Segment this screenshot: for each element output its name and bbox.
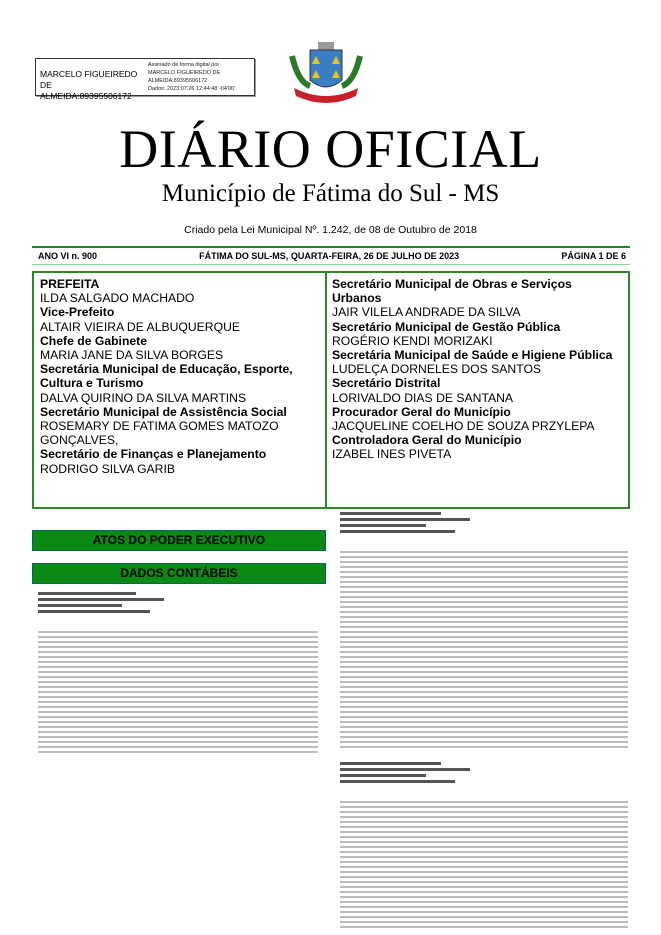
official-role: Chefe de Gabinete (40, 333, 148, 348)
table-row (340, 651, 628, 653)
page-subtitle: Município de Fátima do Sul - MS (161, 180, 500, 207)
official-role: Secretário Municipal de Assistência Social (40, 404, 287, 419)
table-row (340, 671, 628, 673)
table-row (38, 686, 318, 688)
signature-line: ALMEIDA:89395506172 (148, 78, 208, 84)
officials-right (325, 271, 630, 509)
edition-date: FÁTIMA DO SUL-MS, QUARTA-FEIRA, 26 DE JULHO DE 2023 (199, 251, 460, 261)
table-row (38, 746, 318, 748)
table-row (340, 611, 628, 613)
official-role: Secretário Municipal de Obras e Serviços Urbanos (332, 277, 572, 306)
official-name: ILDA SALGADO MACHADO (40, 291, 195, 306)
official-name: ALTAIR VIEIRA DE ALBUQUERQUE (40, 319, 241, 334)
table-row (340, 831, 628, 833)
table-row (340, 641, 628, 643)
table-row (340, 841, 628, 843)
table-row (340, 881, 628, 883)
official-role: Secretário Municipal de Gestão Pública (332, 319, 561, 334)
table-row (340, 871, 628, 873)
table-header (340, 762, 628, 783)
table-row (340, 886, 628, 888)
official-name: JACQUELINE COELHO DE SOUZA PRZYLEPA (332, 419, 595, 434)
table-row (340, 926, 628, 928)
official-role: PREFEITA (40, 277, 100, 291)
official-name: LORIVALDO DIAS DE SANTANA (332, 390, 514, 405)
table-row (38, 646, 318, 648)
edition-number: ANO VI n. 900 (38, 251, 98, 261)
page-title: DIÁRIO OFICIAL (119, 119, 542, 179)
table-row (340, 601, 628, 603)
table-row (340, 571, 628, 573)
table-header (38, 592, 318, 613)
table-row (340, 826, 628, 828)
signer-name: MARCELO FIGUEIREDO DE ALMEIDA:89395506172 (40, 69, 138, 101)
table-row (340, 896, 628, 898)
table-row (340, 661, 628, 663)
table-row (340, 856, 628, 858)
table-row (38, 731, 318, 733)
section-accounting: DADOS CONTÁBEIS (32, 563, 326, 584)
page-number: PÁGINA 1 DE 6 (561, 251, 626, 261)
table-row (38, 726, 318, 728)
table-row (340, 866, 628, 868)
table-row (340, 676, 628, 678)
official-role: Procurador Geral do Município (332, 404, 511, 419)
table-row (340, 621, 628, 623)
table-row (340, 691, 628, 693)
table-row (340, 696, 628, 698)
official-name: MARIA JANE DA SILVA BORGES (40, 348, 224, 363)
table-row (38, 666, 318, 668)
table-row (340, 586, 628, 588)
signature-line: Dados: 2023.07.26 12:44:48 -04'00' (148, 86, 236, 92)
official-name: IZABEL INES PIVETA (332, 447, 452, 462)
table-row (340, 656, 628, 658)
table-row (340, 891, 628, 893)
table-row (38, 736, 318, 738)
table-row (340, 561, 628, 563)
table-row (340, 576, 628, 578)
table-row (38, 681, 318, 683)
table-row (340, 731, 628, 733)
table-row (340, 616, 628, 618)
table-row (340, 551, 628, 553)
table-row (340, 741, 628, 743)
table-row (340, 716, 628, 718)
table-row (340, 901, 628, 903)
table-row (340, 846, 628, 848)
table-row (340, 581, 628, 583)
table-row (340, 556, 628, 558)
table-row (340, 746, 628, 748)
table-row (340, 801, 628, 803)
edition-bar (38, 251, 626, 261)
table-row (340, 911, 628, 913)
table-row (38, 636, 318, 638)
accounting-table-right-bottom (340, 762, 628, 931)
table-row (38, 691, 318, 693)
divider (32, 246, 630, 248)
table-row (340, 861, 628, 863)
table-row (38, 641, 318, 643)
signature-line: Assinado de forma digital por (148, 62, 220, 68)
officials-left (32, 271, 327, 509)
digital-signature-box (35, 58, 255, 101)
accounting-table-left (38, 592, 318, 756)
table-row (340, 811, 628, 813)
table-row (38, 716, 318, 718)
table-row (38, 711, 318, 713)
divider (32, 264, 630, 265)
official-name: RODRIGO SILVA GARIB (40, 461, 175, 476)
official-name: JAIR VILELA ANDRADE DA SILVA (332, 305, 521, 320)
official-name: ROSEMARY DE FATIMA GOMES MATOZO GONÇALVES, (40, 419, 279, 448)
table-row (340, 686, 628, 688)
table-row (38, 701, 318, 703)
table-row (340, 701, 628, 703)
table-row (340, 706, 628, 708)
table-row (38, 741, 318, 743)
table-row (38, 661, 318, 663)
table-row (340, 566, 628, 568)
table-row (340, 906, 628, 908)
table-row (340, 916, 628, 918)
table-row (340, 636, 628, 638)
municipal-crest-icon (288, 42, 364, 108)
official-role: Secretária Municipal de Saúde e Higiene Pública (332, 348, 613, 363)
table-row (38, 656, 318, 658)
table-row (340, 851, 628, 853)
official-role: Controladora Geral do Município (332, 433, 522, 448)
table-row (38, 696, 318, 698)
table-row (340, 836, 628, 838)
table-row (340, 726, 628, 728)
official-name: ROGÉRIO KENDI MORIZAKI (332, 333, 493, 348)
official-role: Secretária Municipal de Educação, Esporte, Cultura e Turismo (40, 362, 293, 391)
table-row (340, 876, 628, 878)
table-row (38, 706, 318, 708)
table-row (340, 591, 628, 593)
official-name: DALVA QUIRINO DA SILVA MARTINS (40, 390, 247, 405)
table-row (340, 721, 628, 723)
table-row (38, 751, 318, 753)
table-row (340, 736, 628, 738)
table-row (38, 651, 318, 653)
official-role: Secretário Distrital (332, 376, 441, 391)
table-row (340, 606, 628, 608)
table-row (340, 626, 628, 628)
table-header (340, 512, 628, 533)
table-row (340, 631, 628, 633)
section-executive: ATOS DO PODER EXECUTIVO (32, 530, 326, 551)
accounting-table-right-top (340, 512, 628, 751)
table-row (340, 806, 628, 808)
table-row (340, 666, 628, 668)
table-row (340, 816, 628, 818)
signature-details (148, 61, 235, 93)
official-name: LUDELÇA DORNELES DOS SANTOS (332, 362, 542, 377)
official-role: Secretário de Finanças e Planejamento (40, 447, 267, 462)
table-row (340, 596, 628, 598)
creation-law: Criado pela Lei Municipal Nº. 1.242, de 08 de Outubro de 2018 (184, 224, 477, 236)
signature-line: MARCELO FIGUEIREDO DE (148, 70, 221, 76)
table-row (340, 711, 628, 713)
official-role: Vice-Prefeito (40, 305, 115, 320)
table-row (340, 821, 628, 823)
table-row (38, 721, 318, 723)
table-row (38, 676, 318, 678)
table-row (340, 681, 628, 683)
table-row (340, 921, 628, 923)
table-row (38, 671, 318, 673)
table-row (340, 646, 628, 648)
table-row (38, 631, 318, 633)
